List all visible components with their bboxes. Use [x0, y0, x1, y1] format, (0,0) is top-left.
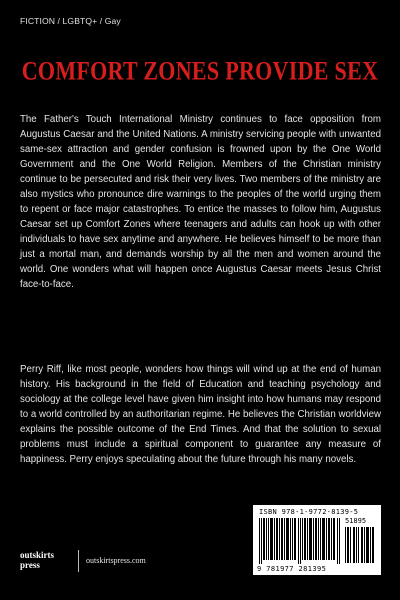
publisher-logo-line2: press [20, 560, 40, 570]
barcode-addon-bars [345, 527, 375, 563]
barcode-addon-number: 51895 [345, 517, 367, 525]
blurb-description: The Father's Touch International Ministry continues to face opposition from Augustus Caesar and the United Nations. A ministry servicing people with unwanted same-sex attraction and gender confusion is frowned upon by the One World Government and the One World Religion. Members of the Christian ministry continue to be persecuted and risk their very lives. Two members of the ministry are also mystics who pronounce dire warnings to the peoples of the world urging them to repent or face major catastrophes. To entice the masses to follow him, Augustus Caesar set up Comfort Zones where teenagers and adults can hook up with other individuals to have sex anytime and anywhere. He believes himself to be more than just a mortal man, and demands worship by all the men and women around the world. One wonders what will happen once Augustus Caesar meets Jesus Christ face-to-face. [20, 114, 381, 290]
ean-number: 9 781977 281395 [257, 565, 327, 573]
barcode-main-bars [259, 518, 341, 564]
author-bio: Perry Riff, like most people, wonders how things will wind up at the end of human history. His background in the field of Education and teaching psychology and sociology at the college level have given him insight into how humans may respond to a world controlled by an authoritarian regime. He believes the Christian worldview explains the possible outcome of the End Times. And that the solution to sexual problems must include a spiritual component to guarantee any measure of happiness. Perry enjoys speculating about the future through his many novels. [20, 364, 381, 465]
genre-label: FICTION / LGBTQ+ / Gay [20, 16, 121, 26]
barcode-box [253, 505, 381, 575]
isbn-text: ISBN 978-1-9772-8139-5 [259, 508, 359, 516]
publisher-logo-line1: outskirts [20, 550, 55, 560]
publisher-logo [20, 550, 72, 574]
publisher-url: outskirtspress.com [86, 556, 146, 565]
footer-divider [78, 550, 79, 572]
book-title: COMFORT ZONES PROVIDE SEX [21, 56, 379, 86]
